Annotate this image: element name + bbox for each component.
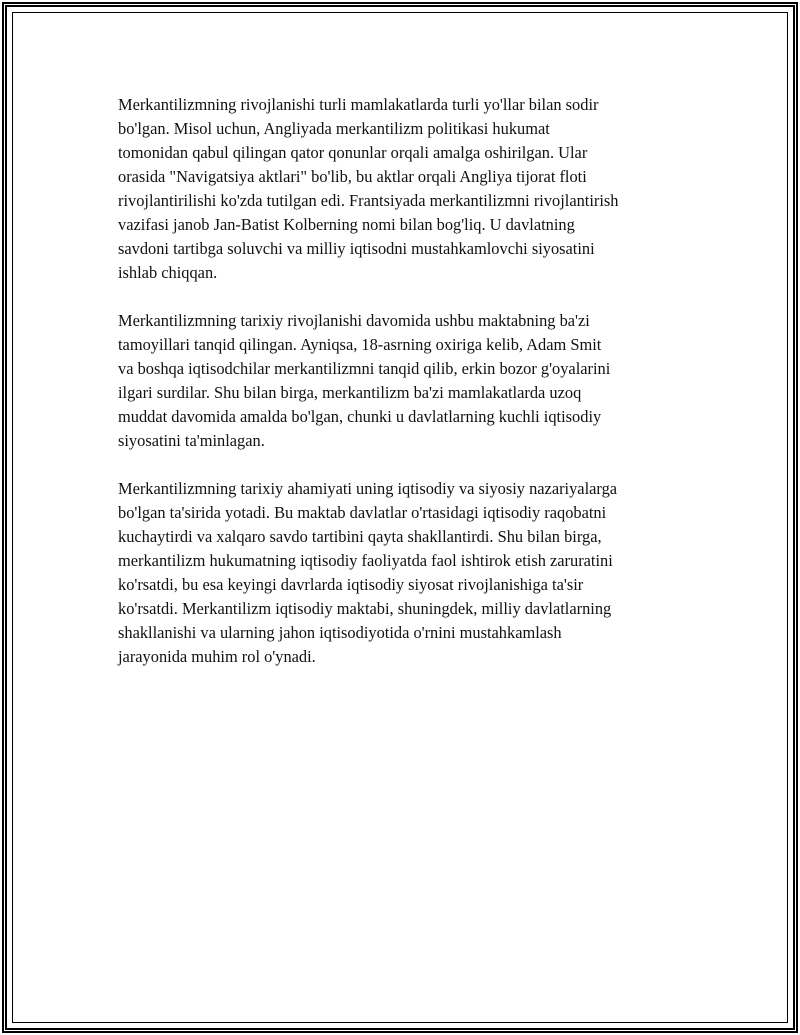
- document-body: [118, 93, 690, 693]
- paragraph-2: Merkantilizmning tarixiy rivojlanishi davomida ushbu maktabning ba'zi tamoyillari tanqid qilingan. Ayniqsa, 18-asrning oxiriga kelib, Adam Smit va boshqa iqtisodchilar merkantilizmni tanqid qilib, erkin bozor g'oyalarini ilgari surdilar. Shu bilan birga, merkantilizm ba'zi mamlakatlarda uzoq muddat davomida amalda bo'lgan, chunki u davlatlarning kuchli iqtisodiy siyosatini ta'minlagan.: [118, 311, 611, 450]
- paragraph-1: Merkantilizmning rivojlanishi turli mamlakatlarda turli yo'llar bilan sodir bo'lgan. Misol uchun, Angliyada merkantilizm politikasi hukumat tomonidan qabul qilingan qator qonunlar orqali amalga oshirilgan. Ular orasida "Navigatsiya aktlari" bo'lib, bu aktlar orqali Angliya tijorat floti rivojlantirilishi ko'zda tutilgan edi. Frantsiyada merkantilizmni rivojlantirish vazifasi janob Jan-Batist Kolberning nomi bilan bog'liq. U davlatning savdoni tartibga soluvchi va milliy iqtisodni mustahkamlovchi siyosatini ishlab chiqqan.: [118, 95, 619, 282]
- paragraph-3: Merkantilizmning tarixiy ahamiyati uning iqtisodiy va siyosiy nazariyalarga bo'lgan ta'sirida yotadi. Bu maktab davlatlar o'rtasidagi iqtisodiy raqobatni kuchaytirdi va xalqaro savdo tartibini qayta shakllantirdi. Shu bilan birga, merkantilizm hukumatning iqtisodiy faoliyatda faol ishtirok etish zaruratini ko'rsatdi, bu esa keyingi davrlarda iqtisodiy siyosat rivojlanishiga ta'sir ko'rsatdi. Merkantilizm iqtisodiy maktabi, shuningdek, milliy davlatlarning shakllanishi va ularning jahon iqtisodiyotida o'rnini mustahkamlash jarayonida muhim rol o'ynadi.: [118, 479, 618, 666]
